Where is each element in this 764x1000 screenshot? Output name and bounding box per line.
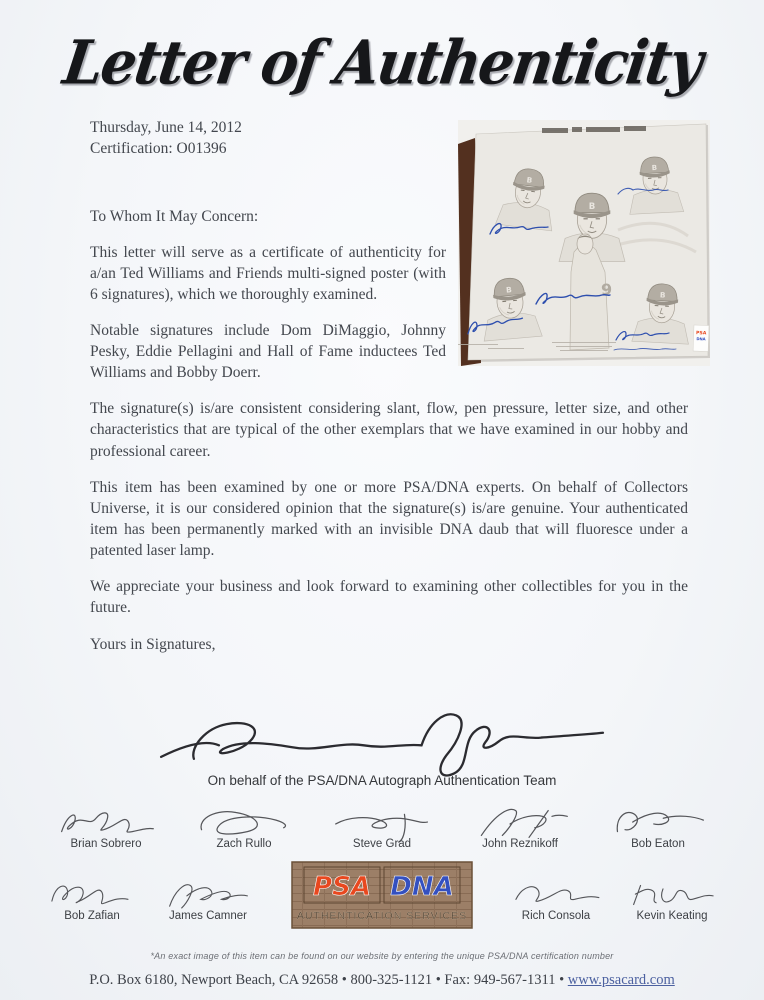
expert-name: Brian Sobrero [70,838,142,851]
expert-name: Rich Consola [521,909,591,922]
jersey-number: 9 [601,280,613,299]
expert-steve-grad [326,802,438,850]
expert-name: Bob Eaton [631,838,685,851]
expert-name: John Reznikoff [482,838,558,851]
experts-row-1 [0,802,764,850]
expert-name: Bob Zafian [64,909,120,922]
paragraph-notable-signatures: Notable signatures include Dom DiMaggio, Johnny Pesky, Eddie Pellagini and Hall of Fame inductees Ted Williams and Bobby Doerr. [90,322,446,382]
page-title: Letter of Authenticity [58,27,706,99]
stamp-psa-text: PSA [313,872,371,903]
paragraph-item-description: This letter will serve as a certificate of authenticity for a/an Ted Williams and Friends multi-signed poster (with 6 signatures), which we thoroughly examined. [90,243,446,304]
expert-bob-eaton [602,802,714,850]
authenticated-item-photo [455,105,710,366]
closing-line: Yours in Signatures, [90,636,216,654]
expert-name: James Camner [169,909,247,922]
stamp-graphic [292,862,472,928]
salutation: To Whom It May Concern: [90,207,259,225]
psa-sticker-dna-text: DNA [696,336,706,342]
expert-kevin-keating [622,874,722,922]
expert-zach-rullo [188,802,300,850]
expert-name: Steve Grad [352,838,412,851]
signoff-block [0,699,764,788]
footer-address: P.O. Box 6180, Newport Beach, CA 92658 • 800-325-1121 • Fax: 949-567-1311 • [89,972,568,989]
certification-number: O01396 [176,139,227,157]
expert-rich-consola [506,874,606,922]
paragraph-thanks: We appreciate your business and look forward to examining other collectibles for you in the future. [90,577,688,617]
footnote: *An exact image of this item can be found on our website by entering the unique PSA/DNA certification number [150,951,614,962]
expert-brian-sobrero [50,802,162,850]
certification-label: Certification: [90,139,173,157]
master-signature [147,699,617,781]
team-caption: On behalf of the PSA/DNA Autograph Authentication Team [207,773,557,789]
expert-james-camner [158,874,258,922]
letter-body [90,105,707,655]
paragraph-examination-opinion: This item has been examined by one or more PSA/DNA experts. On behalf of Collectors Universe, it is our considered opinion that the signature(s) is/are genuine. Your authenticated item has been permanently marked with an invisible DNA daub that will fluoresce under a patented laser lamp. [90,478,688,559]
psa-sticker [693,325,709,352]
expert-name: Kevin Keating [636,909,708,922]
website-link[interactable]: www.psacard.com [567,972,675,989]
psa-sticker-text: PSA [695,331,707,337]
expert-john-reznikoff [464,802,576,850]
poster-sketch-image: B 9 PSA DNA [458,120,710,366]
stamp-subtitle: AUTHENTICATION SERVICES [296,910,468,923]
expert-bob-zafian [42,874,142,922]
footer-contact-line [0,972,764,989]
expert-name: Zach Rullo [216,838,272,851]
letter-date: Thursday, June 14, 2012 [90,119,242,136]
title-banner [0,0,764,99]
experts-row-2 [0,862,764,933]
psa-dna-hologram-stamp [292,862,472,933]
paragraph-signature-consistency: The signature(s) is/are consistent considering slant, flow, pen pressure, letter size, and other characteristics that are typical of the other exemplars that we have examined in our hobby and professional career. [90,400,688,460]
stamp-dna-text: DNA [390,872,454,903]
